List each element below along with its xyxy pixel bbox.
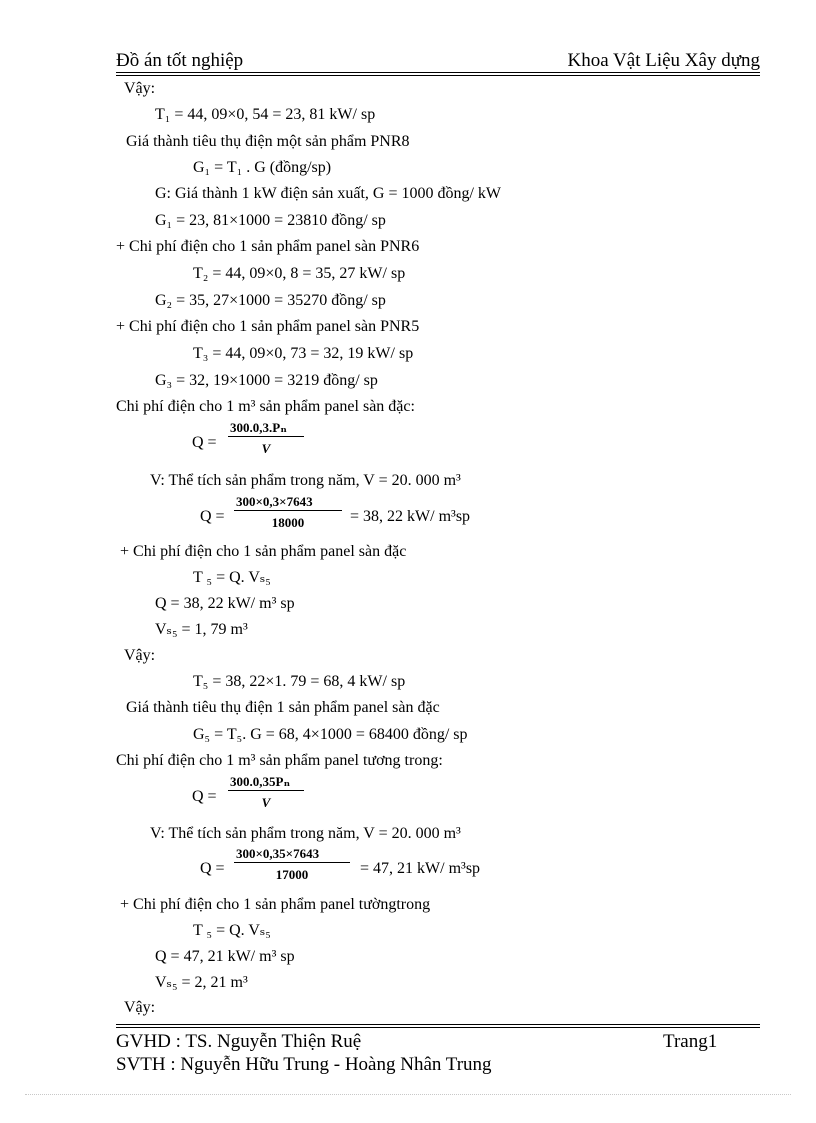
text-line: Vậy:	[124, 80, 156, 97]
header-left-title: Đồ án tốt nghiệp	[116, 50, 244, 71]
text-line: Giá thành tiêu thụ điện 1 sản phẩm panel sàn đặc	[126, 699, 440, 716]
formula-lhs: Q =	[192, 434, 217, 451]
footer-students: SVTH : Nguyễn Hữu Trung - Hoàng Nhân Trung	[116, 1054, 492, 1075]
formula-denominator: 18000	[271, 515, 305, 530]
text-line: + Chi phí điện cho 1 sản phẩm panel sàn PNR5	[116, 318, 420, 335]
formula-result: = 38, 22 kW/ m³sp	[350, 508, 471, 525]
text-line: Chi phí điện cho 1 m³ sản phẩm panel sàn đặc:	[116, 398, 415, 415]
header-right-title: Khoa Vật Liệu Xây dựng	[567, 50, 760, 71]
text-line: + Chi phí điện cho 1 sản phẩm panel sàn PNR6	[116, 238, 420, 255]
text-line: Giá thành tiêu thụ điện một sản phẩm PNR8	[126, 133, 410, 150]
text-line: Vₛ₅ = 2, 21 m³	[155, 974, 248, 991]
formula-result: = 47, 21 kW/ m³sp	[360, 860, 481, 877]
text-line: T ₅ = Q. Vₛ₅	[193, 922, 271, 939]
header-rule-bottom	[116, 75, 760, 76]
text-line: Q = 47, 21 kW/ m³ sp	[155, 948, 295, 965]
formula-numerator: 300×0,3×7643	[236, 494, 313, 509]
fraction-bar	[234, 510, 342, 511]
fraction-bar	[228, 790, 304, 791]
text-line: Q = 38, 22 kW/ m³ sp	[155, 595, 295, 612]
formula-denominator: V	[261, 441, 271, 456]
text-line: T₅ = 38, 22×1. 79 = 68, 4 kW/ sp	[193, 673, 406, 690]
page-header	[116, 50, 760, 72]
text-line: V: Thể tích sản phẩm trong năm, V = 20. 000 m³	[150, 472, 461, 489]
formula-numerator: 300×0,35×7643	[236, 846, 320, 861]
text-line: G₃ = 32, 19×1000 = 3219 đồng/ sp	[155, 372, 378, 389]
text-line: G₂ = 35, 27×1000 = 35270 đồng/ sp	[155, 292, 386, 309]
formula-numerator: 300.0,3.Pₙ	[230, 420, 287, 435]
formula-lhs: Q =	[200, 860, 225, 877]
text-line: G: Giá thành 1 kW điện sản xuất, G = 1000 đồng/ kW	[155, 185, 502, 202]
text-line: Chi phí điện cho 1 m³ sản phẩm panel tương trong:	[116, 752, 443, 769]
text-line: + Chi phí điện cho 1 sản phẩm panel sàn đặc	[120, 543, 407, 560]
text-line: T₂ = 44, 09×0, 8 = 35, 27 kW/ sp	[193, 265, 406, 282]
footer-rule-bottom	[116, 1027, 760, 1028]
text-line: G₅ = T₅. G = 68, 4×1000 = 68400 đồng/ sp	[193, 726, 468, 743]
footer-supervisor: GVHD : TS. Nguyễn Thiện Ruệ	[116, 1031, 362, 1052]
text-line: T₃ = 44, 09×0, 73 = 32, 19 kW/ sp	[193, 345, 414, 362]
page-bottom-divider	[25, 1094, 791, 1095]
fraction-bar	[234, 862, 350, 863]
text-line: G₁ = T₁ . G (đồng/sp)	[193, 159, 332, 176]
formula-lhs: Q =	[200, 508, 225, 525]
fraction-bar	[228, 436, 304, 437]
formula-denominator: V	[261, 795, 271, 810]
formula-denominator: 17000	[275, 867, 309, 882]
footer-page-number: Trang1	[663, 1031, 718, 1052]
text-line: T ₅ = Q. Vₛ₅	[193, 569, 271, 586]
text-line: V: Thể tích sản phẩm trong năm, V = 20. 000 m³	[150, 825, 461, 842]
formula-numerator: 300.0,35Pₙ	[230, 774, 291, 789]
text-line: Vₛ₅ = 1, 79 m³	[155, 621, 248, 638]
text-line: + Chi phí điện cho 1 sản phẩm panel tườngtrong	[120, 896, 431, 913]
text-line: T₁ = 44, 09×0, 54 = 23, 81 kW/ sp	[155, 106, 376, 123]
formula-lhs: Q =	[192, 788, 217, 805]
header-rule-top	[116, 72, 760, 73]
text-line: Vậy:	[124, 999, 156, 1016]
text-line: Vậy:	[124, 647, 156, 664]
footer-rule-top	[116, 1024, 760, 1025]
text-line: G₁ = 23, 81×1000 = 23810 đồng/ sp	[155, 212, 386, 229]
